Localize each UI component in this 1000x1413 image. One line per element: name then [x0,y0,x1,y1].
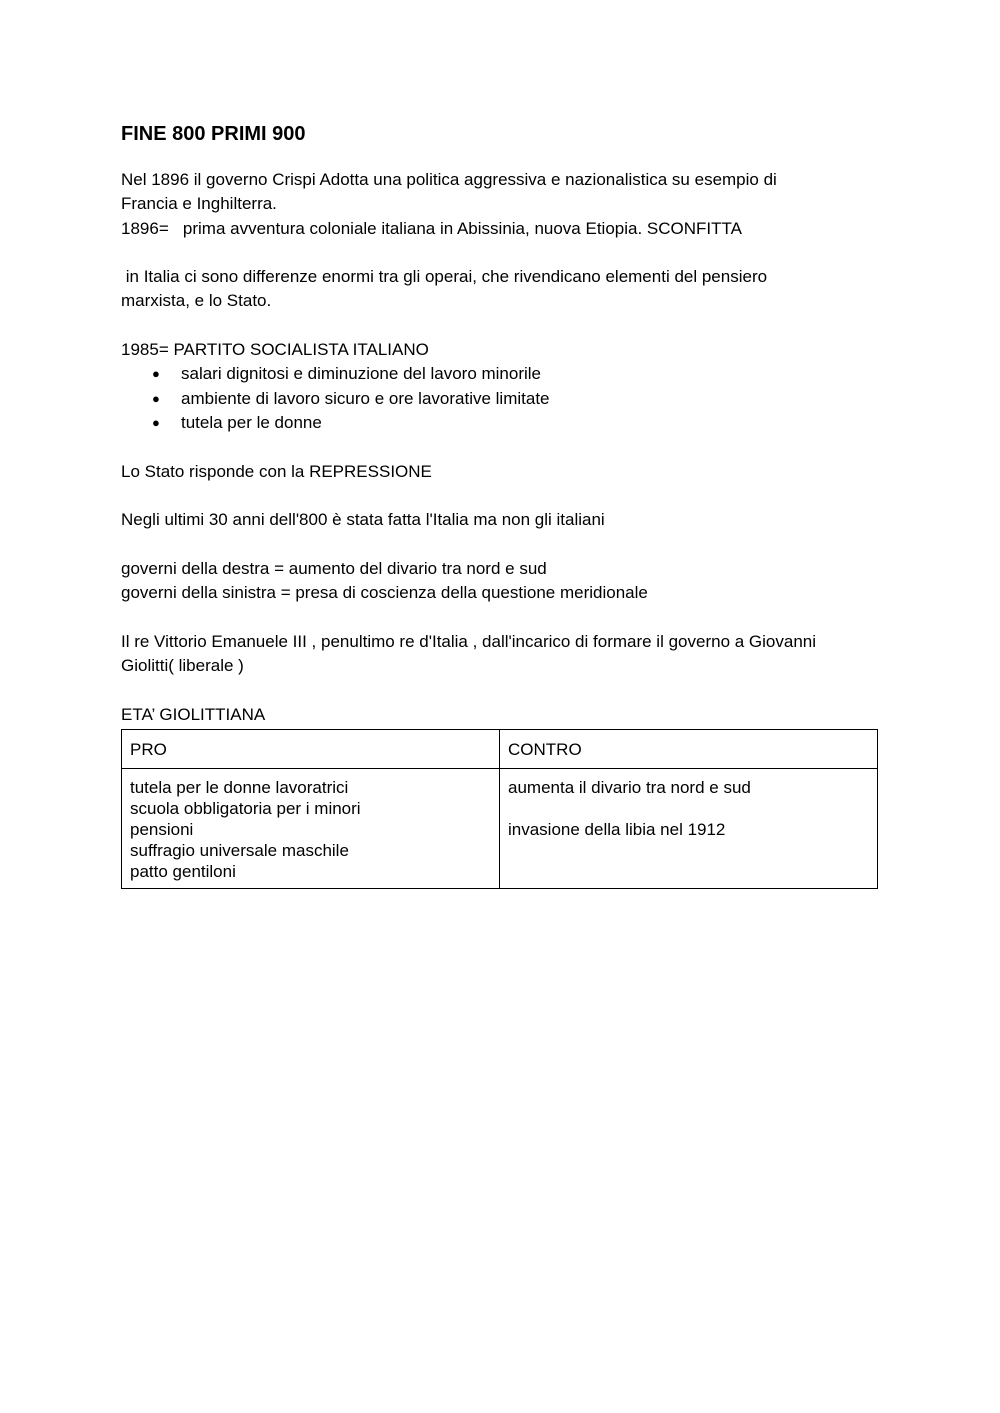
pro-item: suffragio universale maschile [130,841,349,861]
contro-item: aumenta il divario tra nord e sud [508,778,751,798]
list-item-text: ambiente di lavoro sicuro e ore lavorative limitate [181,388,550,408]
pro-contro-table [121,729,878,889]
paragraph-king-line1: Il re Vittorio Emanuele III , penultimo re d'Italia , dall'incarico di formare il governo a Giovanni [121,631,817,651]
paragraph-crispi-line1: Nel 1896 il governo Crispi Adotta una politica aggressiva e nazionalistica su esempio di [121,170,777,189]
header-pro: PRO [122,729,500,768]
spacer [121,605,878,629]
pro-item: patto gentiloni [130,862,236,882]
list-item-text: salari dignitosi e diminuzione del lavoro minorile [181,364,542,384]
spacer [121,241,878,265]
table-heading: ETA’ GIOLITTIANA [121,704,266,724]
table-row [122,769,878,889]
party-heading: 1985= PARTITO SOCIALISTA ITALIANO [121,340,429,360]
cell-contro [500,769,878,889]
paragraph-crispi-line2: Francia e Inghilterra. [121,194,277,214]
pro-item: tutela per le donne lavoratrici [130,778,349,798]
paragraph-italians: Negli ultimi 30 anni dell'800 è stata fatta l'Italia ma non gli italiani [121,510,605,530]
party-goals-list [121,362,878,435]
spacer [121,678,878,702]
paragraph-workers-line1: in Italia ci sono differenze enormi tra gli operai, che rivendicano elementi del pensiero [121,267,768,287]
paragraph-workers-line2: marxista, e lo Stato. [121,291,272,311]
spacer [121,314,878,338]
bullet-icon: ● [152,414,160,430]
header-contro: CONTRO [500,729,878,768]
paragraph-colonial-adventure: 1896= prima avventura coloniale italiana in Abissinia, nuova Etiopia. SCONFITTA [121,218,742,238]
spacer [121,435,878,459]
list-item [121,411,878,435]
pro-item: scuola obbligatoria per i minori [130,799,361,819]
spacer [121,532,878,556]
cell-pro [122,769,500,889]
list-item-text: tutela per le donne [181,412,322,432]
pro-item: pensioni [130,820,194,840]
paragraph-right-governments: governi della destra = aumento del divario tra nord e sud [121,558,547,578]
paragraph-king-line2: Giolitti( liberale ) [121,655,244,675]
paragraph-repression: Lo Stato risponde con la REPRESSIONE [121,461,432,481]
document-page [121,118,878,889]
contro-item: invasione della libia nel 1912 [508,820,726,840]
list-item [121,387,878,411]
document-title: FINE 800 PRIMI 900 [121,123,306,145]
bullet-icon: ● [152,390,160,406]
bullet-icon: ● [152,366,160,382]
contro-spacer [508,798,869,819]
table-header-row [122,729,878,768]
paragraph-left-governments: governi della sinistra = presa di coscienza della questione meridionale [121,583,648,603]
spacer [121,484,878,508]
list-item [121,362,878,386]
